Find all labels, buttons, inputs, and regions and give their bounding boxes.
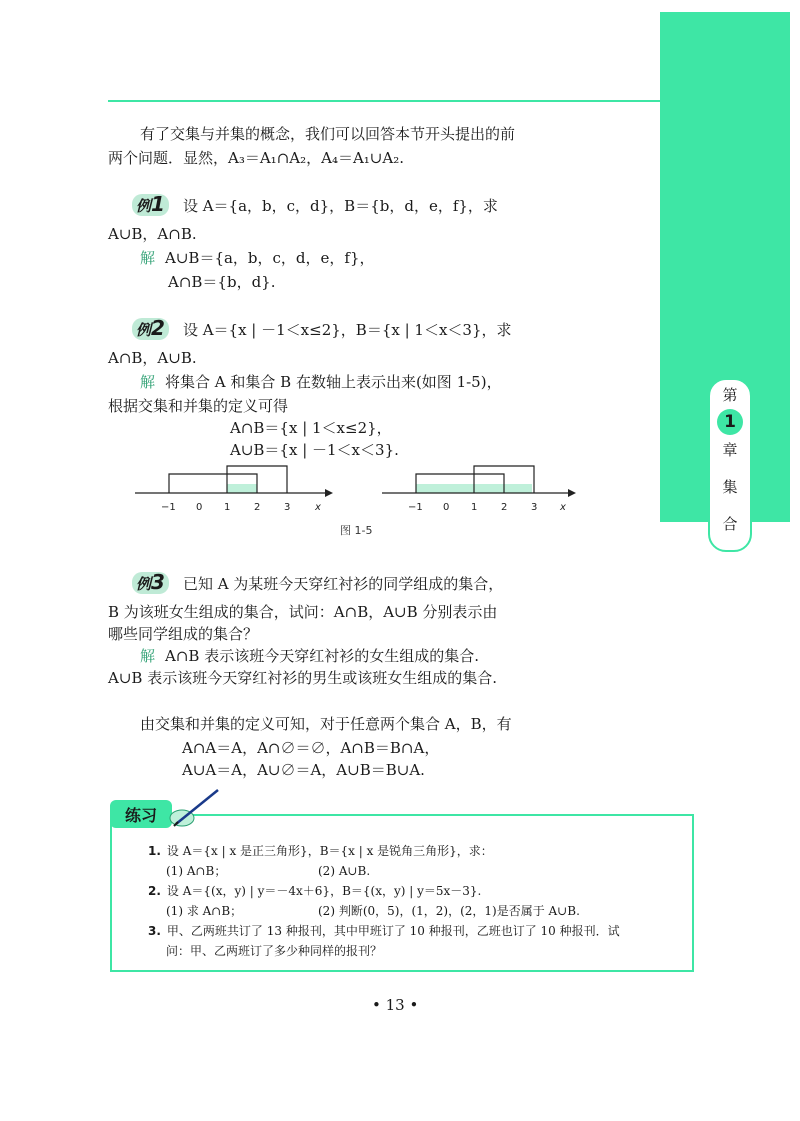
axis-arrow-icon bbox=[568, 489, 576, 497]
intersection-shade bbox=[227, 484, 257, 493]
solution-label: 解 bbox=[140, 249, 156, 267]
practice-q1a: (1) A∩B； bbox=[166, 864, 227, 878]
practice-q1: 1. 设 A＝{x | x 是正三角形}，B＝{x | x 是锐角三角形}，求： bbox=[148, 844, 493, 858]
example-3-badge: 例3 bbox=[132, 572, 169, 594]
number-line-intersection bbox=[135, 460, 335, 520]
example-2-line-2: A∩B，A∪B. bbox=[108, 349, 197, 367]
chapter-number-badge: 1 bbox=[717, 409, 743, 435]
example-3-line-2: B 为该班女生组成的集合，试问：A∩B，A∪B 分别表示由 bbox=[108, 603, 498, 621]
tick-label: 3 bbox=[531, 502, 538, 513]
header-rule bbox=[108, 100, 663, 102]
example-1-badge: 例1 bbox=[132, 194, 169, 216]
example-2-solution-3: A∩B＝{x | 1＜x≤2}， bbox=[230, 419, 392, 437]
example-1-header bbox=[132, 194, 498, 216]
tick-label: −1 bbox=[408, 502, 423, 513]
solution-label: 解 bbox=[140, 373, 156, 391]
chapter-tab-top: 第 bbox=[722, 386, 738, 404]
example-2-header bbox=[132, 318, 512, 340]
page-number: • 13 • bbox=[372, 996, 419, 1014]
chapter-title-1: 集 bbox=[722, 478, 738, 496]
tick-label: 0 bbox=[196, 502, 203, 513]
example-1-solution-1: 解 A∪B＝{a，b，c，d，e，f}， bbox=[140, 249, 375, 267]
example-3-line-3: 哪些同学组成的集合？ bbox=[108, 625, 259, 643]
number-line-union bbox=[382, 460, 582, 520]
example-3-solution-2: A∪B 表示该班今天穿红衬衫的男生或该班女生组成的集合. bbox=[108, 669, 497, 687]
example-2-line-1: 设 A＝{x | －1＜x≤2}，B＝{x | 1＜x＜3}，求 bbox=[182, 321, 512, 339]
intro-line-2: 两个问题．显然，A₃＝A₁∩A₂，A₄＝A₁∪A₂. bbox=[108, 149, 404, 167]
example-2-badge: 例2 bbox=[132, 318, 169, 340]
example-2-solution-1: 解 将集合 A 和集合 B 在数轴上表示出来(如图 1-5)， bbox=[140, 373, 502, 391]
practice-q2a: (1) 求 A∩B； bbox=[166, 904, 243, 918]
example-3-header bbox=[132, 572, 503, 594]
example-2-solution-4: A∪B＝{x | －1＜x＜3}. bbox=[230, 441, 399, 459]
tick-label: 1 bbox=[471, 502, 478, 513]
practice-q3: 3. 甲、乙两班共订了 13 种报刊，其中甲班订了 10 种报刊，乙班也订了 10 种报刊．试 bbox=[148, 924, 620, 938]
chapter-tab-mid: 章 bbox=[722, 441, 738, 459]
axis-arrow-icon bbox=[325, 489, 333, 497]
tick-label: 1 bbox=[224, 502, 231, 513]
example-3-solution-1: 解 A∩B 表示该班今天穿红衬衫的女生组成的集合. bbox=[140, 647, 479, 665]
tick-label: 0 bbox=[443, 502, 450, 513]
properties-intro: 由交集和并集的定义可知，对于任意两个集合 A，B，有 bbox=[140, 715, 512, 733]
tick-label: 2 bbox=[254, 502, 261, 513]
properties-intersection: A∩A＝A，A∩∅＝∅，A∩B＝B∩A， bbox=[182, 739, 440, 757]
pen-icon bbox=[168, 786, 224, 830]
example-1-line-1: 设 A＝{a，b，c，d}，B＝{b，d，e，f}，求 bbox=[182, 197, 498, 215]
example-3-line-1: 已知 A 为某班今天穿红衬衫的同学组成的集合， bbox=[182, 575, 504, 593]
chapter-title-2: 合 bbox=[722, 515, 738, 533]
tick-label: −1 bbox=[161, 502, 176, 513]
chapter-tab bbox=[708, 378, 752, 552]
practice-q2: 2. 设 A＝{(x，y) | y＝－4x＋6}，B＝{(x，y) | y＝5x－3}. bbox=[148, 884, 482, 898]
example-1-line-2: A∪B，A∩B. bbox=[108, 225, 197, 243]
practice-q3-cont: 问：甲、乙两班订了多少种同样的报刊？ bbox=[166, 944, 383, 958]
practice-q2b: (2) 判断(0，5)，(1，2)，(2，1)是否属于 A∪B. bbox=[318, 904, 580, 918]
tick-label: 3 bbox=[284, 502, 291, 513]
axis-label: x bbox=[315, 502, 321, 513]
practice-q1b: (2) A∪B. bbox=[318, 864, 371, 878]
figure-caption: 图 1-5 bbox=[340, 524, 373, 537]
example-1-solution-2: A∩B＝{b，d}. bbox=[168, 273, 276, 291]
practice-title: 练习 bbox=[110, 800, 172, 828]
axis-label: x bbox=[560, 502, 566, 513]
solution-label: 解 bbox=[140, 647, 156, 665]
intro-line-1: 有了交集与并集的概念，我们可以回答本节开头提出的前 bbox=[140, 125, 516, 143]
properties-union: A∪A＝A，A∪∅＝A，A∪B＝B∪A. bbox=[182, 761, 425, 779]
tick-label: 2 bbox=[501, 502, 508, 513]
example-2-solution-2: 根据交集和并集的定义可得 bbox=[108, 397, 289, 415]
